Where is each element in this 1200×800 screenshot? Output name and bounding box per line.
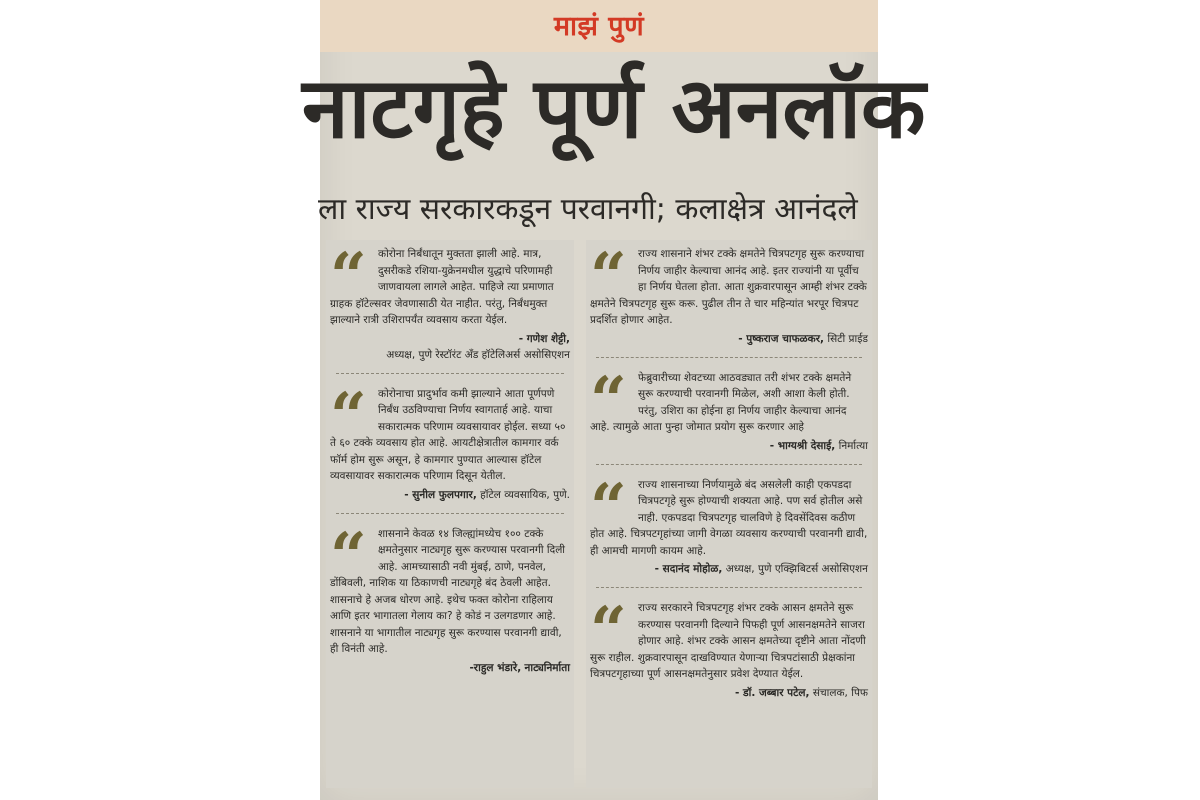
quote-text: कोरोना निर्बंधातून मुक्तता झाली आहे. मात्र, दुसरीकडे रशिया-युक्रेनमधील युद्धाचे परिणामही जाणवायला लागले आहेत. पाहिजे त्या प्रमाणात ग्राहक हॉटेल्सवर जेवणासाठी येत नाहीत. परंतु, निर्बंधमुक्त झाल्याने रात्री उशिरापर्यंत व्यवसाय करता येईल.: [330, 248, 554, 326]
quote-attribution: [330, 329, 570, 363]
quote-author: - सदानंद मोहोळ,: [654, 563, 723, 575]
quote-text: राज्य शासनाच्या निर्णयामुळे बंद असलेली काही एकपडदा चित्रपटगृहे सुरू होण्याची शक्यता आहे. पण सर्व होतील असे नाही. एकपडदा चित्रपटगृह चालविणे हे दिवसेंदिवस कठीण होत आहे. चित्रपटगृहांच्या जागी वेगळा व्यवसाय करण्याची परवानगी द्यावी, ही आमची मागणी कायम आहे.: [590, 478, 868, 557]
quote-block: [586, 471, 872, 582]
quote-attribution: [330, 485, 570, 503]
quote-attribution: [590, 329, 868, 347]
quote-mark-icon: “: [330, 378, 367, 454]
divider: [596, 357, 862, 358]
quote-text: शासनाने केवळ १४ जिल्ह्यांमध्येच १०० टक्के क्षमतेनुसार नाट्यगृह सुरू करण्यास परवानगी दिली आहे. आमच्यासाठी नवी मुंबई, ठाणे, पनवेल, डोंबिवली, नाशिक या ठिकाणची नाट्यगृहे बंद ठेवली आहेत. शासनाचे हे अजब धोरण आहे. इथेच फक्त कोरोना राहिलाय आणि इतर भागातला गेलाय का? हे कोडं न उलगडणार आहे. शासनाने या भागातील नाट्यगृह सुरू करण्यास परवानगी द्यावी, ही विनंती आहे.: [330, 527, 566, 655]
quote-mark-icon: “: [330, 239, 367, 314]
quote-block: [586, 240, 872, 351]
quote-text: राज्य शासनाने शंभर टक्के क्षमतेने चित्रपटगृह सुरू करण्याचा निर्णय जाहीर केल्याचा आनंद आहे. इतर राज्यांनी या पूर्वीच हा निर्णय घेतला होता. आता शुक्रवारपासून आम्ही शंभर टक्के क्षमतेने चित्रपटगृह सुरू करू. पुढील तीन ते चार महिन्यांत भरपूर चित्रपट प्रदर्शित होणार आहेत.: [590, 248, 867, 326]
quote-text: कोरोनाचा प्रादुर्भाव कमी झाल्याने आता पूर्णपणे निर्बंध उठविण्याचा निर्णय स्वागतार्ह आहे. याचा सकारात्मक परिणाम व्यवसायावर होईल. सध्या ५० ते ६० टक्के व्यवसाय होत आहे. आयटीक्षेत्रातील कामगार वर्क फॉर्म होम सुरू असून, हे कामगार पुण्यात आल्यास हॉटेल व्यवसायावर सकारात्मक परिणाम दिसून येतील.: [330, 387, 566, 482]
quote-author-role: हॉटेल व्यवसायिक, पुणे.: [480, 488, 570, 501]
headline: नाटगृहे पूर्ण अनलॉक: [302, 59, 926, 157]
right-column: [586, 240, 872, 788]
quote-block: [586, 364, 872, 458]
quote-author-role: अध्यक्ष, पुणे रेस्टॉरंट अँड हॉटेलिअर्स असोसिएशन: [386, 348, 570, 361]
quote-author: - गणेश शेट्टी,: [518, 332, 570, 345]
quote-attribution: [330, 658, 570, 676]
left-column: [326, 240, 574, 788]
quote-author: - डॉ. जब्बार पटेल,: [735, 686, 810, 699]
subheadline: ला राज्य सरकारकडून परवानगी; कलाक्षेत्र आनंदले: [318, 192, 858, 227]
quote-author: -राहुल भंडारे,: [469, 661, 522, 674]
quote-text: फेब्रुवारीच्या शेवटच्या आठवड्यात तरी शंभर टक्के क्षमतेने सुरू करण्याची परवानगी मिळेल, अशी आशा केली होती. परंतु, उशिरा का होईना हा निर्णय जाहीर केल्याचा आनंद आहे. त्यामुळे आता पुन्हा जोमात प्रयोग सुरू करणार आहे: [590, 371, 852, 433]
quote-mark-icon: “: [590, 239, 627, 314]
quote-attribution: [590, 683, 868, 701]
quote-author-role: अध्यक्ष, पुणे एक्झिबिटर्स असोसिएशन: [725, 563, 868, 575]
quote-author-role: सिटी प्राईड: [827, 332, 868, 345]
quote-mark-icon: “: [590, 362, 627, 438]
quote-author-role: निर्मात्या: [838, 439, 868, 452]
quote-mark-icon: “: [590, 593, 627, 668]
quote-mark-icon: “: [590, 469, 627, 545]
divider: [336, 513, 564, 514]
quote-author: - पुष्कराज चाफळकर,: [738, 332, 825, 345]
quote-mark-icon: “: [330, 518, 367, 594]
quote-text: राज्य सरकारने चित्रपटगृह शंभर टक्के आसन क्षमतेने सुरू करण्यास परवानगी दिल्याने पिफही पूर्ण आसनक्षमतेने साजरा होणार आहे. शंभर टक्के आसन क्षमतेच्या दृष्टीने आता नोंदणी सुरू राहील. शुक्रवारपासून दाखविण्यात येणाऱ्या चित्रपटांसाठी प्रेक्षकांना चित्रपटगृहाच्या पूर्ण आसनक्षमतेनुसार प्रवेश देण्यात येईल.: [590, 602, 866, 680]
divider: [336, 373, 564, 374]
newspaper-clipping: [302, 0, 926, 800]
quote-block: [586, 594, 872, 705]
quote-author-role: संचालक, पिफ: [812, 686, 868, 699]
quote-attribution: [590, 436, 868, 454]
divider: [596, 587, 862, 588]
divider: [596, 464, 862, 465]
quote-block: [326, 240, 574, 367]
quote-author-role: नाट्यनिर्माता: [524, 661, 570, 674]
quote-author: - सुनील फुलपगार,: [404, 488, 477, 501]
quote-block: [326, 380, 574, 507]
section-tag: माझं पुणं: [553, 11, 645, 42]
quote-block: [326, 520, 574, 680]
quote-author: - भाग्यश्री देसाई,: [769, 439, 836, 452]
quote-attribution: [590, 559, 868, 577]
